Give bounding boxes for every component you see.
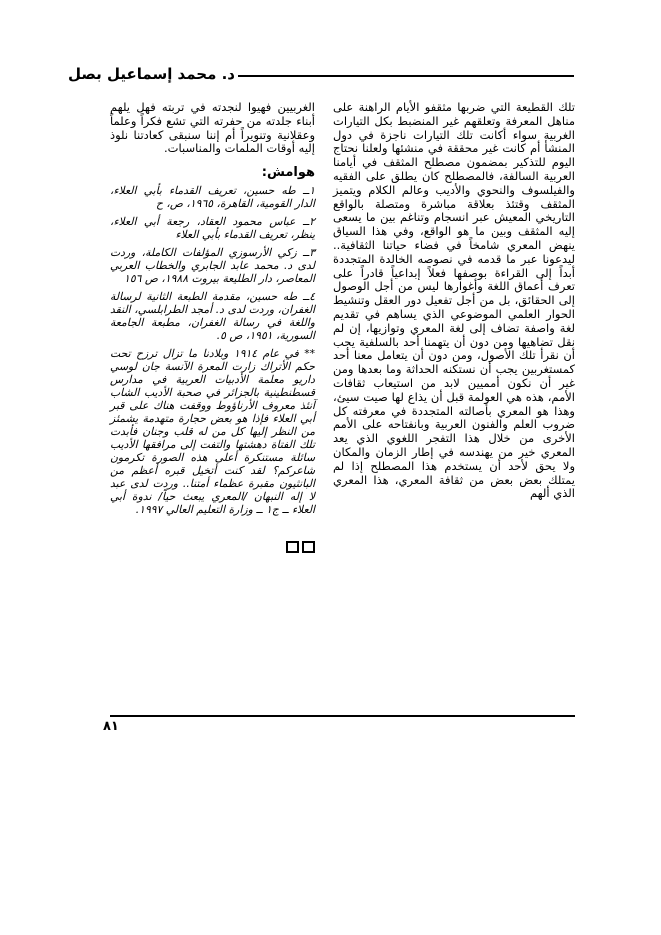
note-item: ٣ــ زكي الأرسوزي المؤلفات الكاملة، وردت لدى د. محمد عابد الجابري والخطاب العربي المعاصر، دار الطليعة بيروت ١٩٨٨، ص ١٥٦ (110, 245, 315, 285)
note-item: ** في عام ١٩١٤ وبلادنا ما تزال ترزح تحت حكم الأتراك زارت المعرة الآنسة جان لوسي داريو معلمة الأدبيات العربية في مدارس قسطنطينية بالجزائر في صحبة الأديب الشاب آنئذ معروف الأرناؤوط ووقفت هناك على قبر أبي العلاء فإذا هو بعض حجارة متهدمة يشمئز من النظر إليها كل من له قلب وجنان فأبدت تلك الفتاة دهشتها والتفت إلى مرافقها الأديب سائلة مستنكرة أعلى هذه الصورة تكرمون شاعركم؟ لقد كنت أتخيل قبره أعظم من البانثيون مقبرة عظماء أمتنا.. وردت لدى عبد لا إله النبهان /المعري يبعث حياً/ ندوة أبي العلاء ــ ج١ ــ وزارة التعليم العالي ١٩٩٧. (110, 346, 316, 516)
page-number: ٨١ (103, 719, 119, 734)
notes-list (110, 184, 315, 516)
body-column-left (110, 101, 315, 521)
note-item: ٤ــ طه حسين، مقدمة الطبعة الثانية لرسالة الغفران، وردت لدى د. أمجد الطرابلسي، النقد واللغة في رسالة الغفران، مطبعة الجامعة السورية، ١٩٥١، ص ٥. (110, 289, 315, 342)
body-paragraph: تلك القطيعة التي ضربها مثقفو الأيام الراهنة على مناهل المعرفة وتعلقهم غير المنضبط بكل التيارات الغربية سواء أكانت تلك التيارات ناجزة في دول المنشأ أم كانت غير محققة في منشئها ولعلنا نحتاج اليوم للتذكير بمضمون مصطلح المثقف في أيامنا العربية السالفة، فالمصطلح كان يطلق على الفقيه والفيلسوف والنحوي والأديب وعالم الكلام ويتميز المثقف وقتئذ بعلاقة مباشرة ومتصلة بالواقع التاريخي المعيش عبر انسجام وتناغم بين ما يسعى إليه المثقف وبين ما هو الواقع، وفي هذا السياق ينهض المعري شامخاً في فضاء حياتنا الثقافية.. ليدعونا عبر ما قدمه في نصوصه الخالدة المتجددة أبداً إلى القراءة بوصفها فعلاً إبداعياً قادراً على تعرف أعماق اللغة وأغوارها ليس من أجل الوصول إلى الحقائق، بل من أجل تفعيل دور العقل وتنشيط الحوار العلمي الموضوعي الذي يساهم في تقديم لغة واصفة تضاف إلى لغة المعري وتوازيها، إن لم نقل تضاهيها ومن دون أن يتهمنا أحد بالسلفية يجب أن نقرأ تلك الأصول، ومن دون أن يتعامل معنا أحد كمستغربين يجب أن نستكنه الحداثة وما بعدها ومن غير أن نكون أمميين لابد من استيعاب ثقافات الأمم، هذه هي العولمة قبل أن يذاع لها صيت سيئ، وهذا هو المعري بأصالته المتجددة في معرفته كل ضروب العلم والفنون العربية وبانفتاحه على الأمم الأخرى من خلال هذا التفجر اللغوي الذي يعد المعري خير من يهندسه في إطار الزمان والمكان ولا يحق لأحد أن يستخدم هذا المصطلح إذا لم يمتلك بعض بعض من ثقافة المعري، هذا المعري الذي ألهم (333, 100, 575, 501)
author-name: د. محمد إسماعيل بصل (67, 65, 235, 83)
end-of-article-mark (286, 541, 326, 555)
notes-title: هوامش: (261, 165, 315, 181)
end-square-icon (286, 541, 299, 553)
note-item: ٢ــ عباس محمود العقاد، رجعة أبي العلاء، ينظر، تعريف القدماء بأبي العلاء (110, 214, 315, 241)
end-square-icon (302, 541, 315, 553)
footer-rule (110, 715, 575, 717)
body-paragraph-continued: الغربيين فهيوا لنجدته في تربته فهل يلهم أبناء جلدته من حفرته التي تشع فكراً وعلماً وعقلانية وتنويراً أم إننا سنبقى كعادتنا نلوذ إليه أوقات الملمات والمناسبات. (110, 100, 315, 156)
body-column-right (333, 101, 575, 501)
header-rule (238, 75, 574, 77)
note-item: ١ــ طه حسين، تعريف القدماء بأبي العلاء، الدار القومية، القاهرة، ١٩٦٥، ص، ح (110, 183, 315, 210)
